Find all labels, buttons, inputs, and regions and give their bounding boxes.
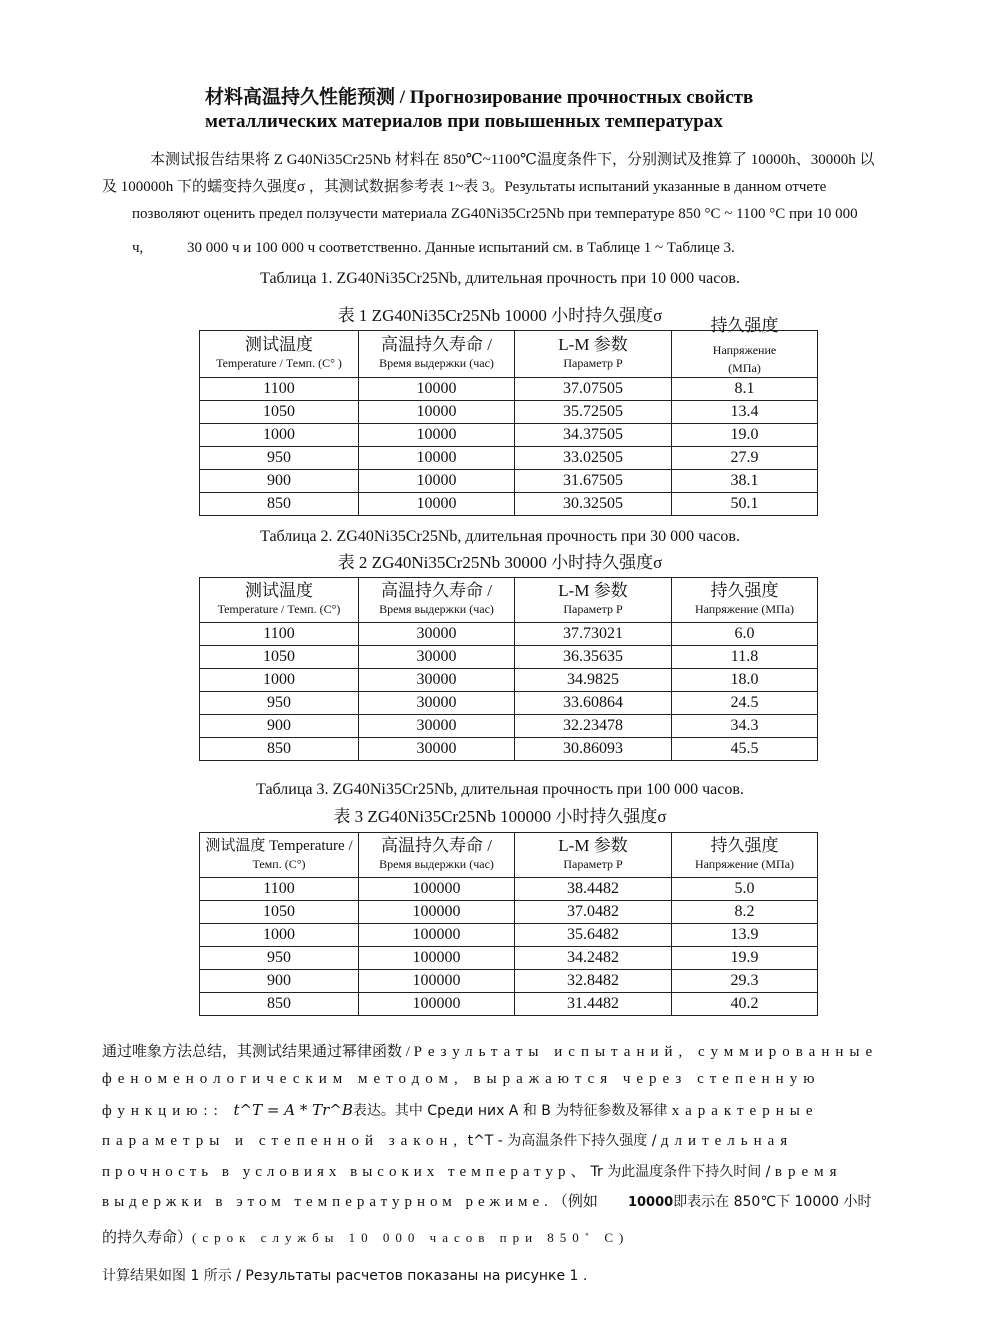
cell-strength: 45.5 xyxy=(672,738,818,761)
intro-line-4-start: ч, xyxy=(132,240,144,256)
header-lm-parameter: L-M 参数 Параметр P xyxy=(515,331,672,378)
header-life: 高温持久寿命 / Время выдержки (час) xyxy=(359,578,515,623)
header-strength: 持久强度 Напряжение (MПa) xyxy=(672,833,818,878)
cell-strength: 6.0 xyxy=(672,623,818,646)
cell-strength: 13.4 xyxy=(672,401,818,424)
conclusion-line-3: функцию:: t^T = A * Tr^B表达。其中 Среди них A 和 B 为特征参数及幂律 характерные xyxy=(102,1101,819,1119)
intro-line-3: позволяют оценить предел ползучести материала ZG40Ni35Cr25Nb при температуре 850 °C ~ 1100 °C при 10 000 xyxy=(132,206,858,222)
cell-life: 10000 xyxy=(359,378,515,401)
cell-strength: 19.9 xyxy=(672,947,818,970)
cell-strength: 27.9 xyxy=(672,447,818,470)
cell-life: 100000 xyxy=(359,924,515,947)
cell-lm-parameter: 37.73021 xyxy=(515,623,672,646)
cell-strength: 18.0 xyxy=(672,669,818,692)
cell-lm-parameter: 38.4482 xyxy=(515,878,672,901)
table-1 xyxy=(199,316,818,516)
cell-lm-parameter: 35.6482 xyxy=(515,924,672,947)
cell-life: 100000 xyxy=(359,993,515,1016)
cell-life: 100000 xyxy=(359,970,515,993)
cell-strength: 19.0 xyxy=(672,424,818,447)
cell-lm-parameter: 33.60864 xyxy=(515,692,672,715)
table-row xyxy=(200,447,818,470)
cell-lm-parameter: 32.23478 xyxy=(515,715,672,738)
cell-lm-parameter: 33.02505 xyxy=(515,447,672,470)
conclusion-line-5: прочность в условиях высоких температур、Tr 为此温度条件下持久时间 / время xyxy=(102,1164,843,1180)
title-line-2: металлических материалов при повышенных температурах xyxy=(205,111,723,132)
cell-temperature: 1000 xyxy=(200,424,359,447)
table-header-row xyxy=(200,331,818,378)
table-row xyxy=(200,623,818,646)
cell-strength: 38.1 xyxy=(672,470,818,493)
cell-lm-parameter: 30.32505 xyxy=(515,493,672,516)
cell-lm-parameter: 32.8482 xyxy=(515,970,672,993)
table-header-row xyxy=(200,833,818,878)
table-row xyxy=(200,970,818,993)
page-title xyxy=(205,86,905,134)
table-3 xyxy=(199,832,818,1016)
cell-temperature: 850 xyxy=(200,493,359,516)
conclusion-line-7: 的持久寿命）(срок службы 10 000 часов при 850˚ C) xyxy=(102,1230,630,1246)
conclusion-line-1: 通过唯象方法总结，其测试结果通过幂律函数 / Результаты испытаний, суммированные xyxy=(102,1044,879,1060)
table-row xyxy=(200,947,818,970)
cell-life: 10000 xyxy=(359,447,515,470)
cell-temperature: 950 xyxy=(200,692,359,715)
intro-line-4: 30 000 ч и 100 000 ч соответственно. Данные испытаний см. в Таблице 1 ~ Таблице 3. xyxy=(187,240,735,256)
cell-lm-parameter: 35.72505 xyxy=(515,401,672,424)
cell-temperature: 900 xyxy=(200,970,359,993)
header-strength: 持久强度 Напряжение (MПa) xyxy=(672,331,818,378)
conclusion-line-4: параметры и степенной закон, t^T - 为高温条件下持久强度 / длительная xyxy=(102,1133,794,1149)
cell-lm-parameter: 36.35635 xyxy=(515,646,672,669)
table-row xyxy=(200,715,818,738)
table-row xyxy=(200,493,818,516)
cell-strength: 8.1 xyxy=(672,378,818,401)
cell-life: 10000 xyxy=(359,470,515,493)
header-temperature: 测试温度 Temperature / Темп. (C° ) xyxy=(200,331,359,378)
table-2-caption-ru: Таблица 2. ZG40Ni35Cr25Nb, длительная прочность при 30 000 часов. xyxy=(260,528,740,545)
cell-life: 30000 xyxy=(359,646,515,669)
intro-line-1: 本测试报告结果将 Z G40Ni35Cr25Nb 材料在 850℃~1100℃温度条件下，分别测试及推算了 10000h、30000h 以 xyxy=(150,152,875,168)
cell-temperature: 900 xyxy=(200,470,359,493)
cell-strength: 24.5 xyxy=(672,692,818,715)
cell-temperature: 850 xyxy=(200,993,359,1016)
cell-life: 30000 xyxy=(359,738,515,761)
table-2 xyxy=(199,577,818,761)
cell-temperature: 900 xyxy=(200,715,359,738)
cell-life: 10000 xyxy=(359,424,515,447)
header-lm-parameter: L-M 参数 Параметр P xyxy=(515,833,672,878)
header-strength: 持久强度 Напряжение (MПa) xyxy=(672,578,818,623)
table-row xyxy=(200,901,818,924)
cell-lm-parameter: 34.37505 xyxy=(515,424,672,447)
table-2-caption-zh: 表 2 ZG40Ni35Cr25Nb 30000 小时持久强度σ xyxy=(337,553,663,572)
cell-temperature: 1100 xyxy=(200,623,359,646)
cell-strength: 13.9 xyxy=(672,924,818,947)
cell-strength: 40.2 xyxy=(672,993,818,1016)
cell-strength: 29.3 xyxy=(672,970,818,993)
cell-lm-parameter: 37.07505 xyxy=(515,378,672,401)
table-1-caption-zh: 表 1 ZG40Ni35Cr25Nb 10000 小时持久强度σ xyxy=(337,306,663,325)
table-row xyxy=(200,470,818,493)
cell-temperature: 1000 xyxy=(200,669,359,692)
cell-temperature: 950 xyxy=(200,447,359,470)
power-law-formula: t^T = A * Tr^B xyxy=(233,1101,353,1119)
cell-strength: 8.2 xyxy=(672,901,818,924)
table-row xyxy=(200,692,818,715)
cell-life: 10000 xyxy=(359,401,515,424)
table-3-caption-zh: 表 3 ZG40Ni35Cr25Nb 100000 小时持久强度σ xyxy=(333,807,667,826)
title-line-1: 材料高温持久性能预测 / Прогнозирование прочностных свойств xyxy=(205,87,754,108)
table-row xyxy=(200,878,818,901)
header-temperature: 测试温度 Temperature / Темп. (C°) xyxy=(200,833,359,878)
cell-life: 100000 xyxy=(359,901,515,924)
intro-line-2: 及 100000h 下的蠕变持久强度σ ，其测试数据参考表 1~表 3。Результаты испытаний указанные в данном отчете xyxy=(102,179,827,195)
cell-lm-parameter: 34.9825 xyxy=(515,669,672,692)
cell-strength: 50.1 xyxy=(672,493,818,516)
cell-temperature: 1050 xyxy=(200,646,359,669)
table-row xyxy=(200,993,818,1016)
header-life: 高温持久寿命 / Время выдержки (час) xyxy=(359,331,515,378)
table-row xyxy=(200,378,818,401)
table-row xyxy=(200,424,818,447)
cell-life: 100000 xyxy=(359,878,515,901)
conclusion-line-8: 计算结果如图 1 所示 / Результаты расчетов показаны на рисунке 1 . xyxy=(102,1268,588,1284)
cell-lm-parameter: 34.2482 xyxy=(515,947,672,970)
cell-lm-parameter: 31.67505 xyxy=(515,470,672,493)
header-life: 高温持久寿命 / Время выдержки (час) xyxy=(359,833,515,878)
header-temperature: 测试温度 Temperature / Темп. (C°) xyxy=(200,578,359,623)
header-lm-parameter: L-M 参数 Параметр P xyxy=(515,578,672,623)
cell-temperature: 1050 xyxy=(200,901,359,924)
cell-temperature: 1000 xyxy=(200,924,359,947)
cell-lm-parameter: 31.4482 xyxy=(515,993,672,1016)
cell-strength: 5.0 xyxy=(672,878,818,901)
table-header-row xyxy=(200,578,818,623)
conclusion-line-6: выдержки в этом температурном режиме.（例如 10000即表示在 850℃下 10000 小时 xyxy=(102,1194,872,1210)
table-row xyxy=(200,738,818,761)
cell-life: 30000 xyxy=(359,692,515,715)
table-row xyxy=(200,646,818,669)
cell-strength: 34.3 xyxy=(672,715,818,738)
cell-temperature: 1050 xyxy=(200,401,359,424)
table-3-caption-ru: Таблица 3. ZG40Ni35Cr25Nb, длительная прочность при 100 000 часов. xyxy=(256,781,744,798)
cell-lm-parameter: 37.0482 xyxy=(515,901,672,924)
table-row xyxy=(200,924,818,947)
cell-temperature: 850 xyxy=(200,738,359,761)
cell-temperature: 950 xyxy=(200,947,359,970)
cell-life: 30000 xyxy=(359,669,515,692)
cell-strength: 11.8 xyxy=(672,646,818,669)
cell-life: 100000 xyxy=(359,947,515,970)
table-row xyxy=(200,669,818,692)
cell-temperature: 1100 xyxy=(200,378,359,401)
conclusion-line-2: феноменологическим методом, выражаются через степенную xyxy=(102,1071,821,1087)
cell-life: 30000 xyxy=(359,623,515,646)
cell-life: 30000 xyxy=(359,715,515,738)
cell-life: 10000 xyxy=(359,493,515,516)
cell-lm-parameter: 30.86093 xyxy=(515,738,672,761)
table-1-caption-ru: Таблица 1. ZG40Ni35Cr25Nb, длительная прочность при 10 000 часов. xyxy=(260,270,740,287)
table-row xyxy=(200,401,818,424)
cell-temperature: 1100 xyxy=(200,878,359,901)
